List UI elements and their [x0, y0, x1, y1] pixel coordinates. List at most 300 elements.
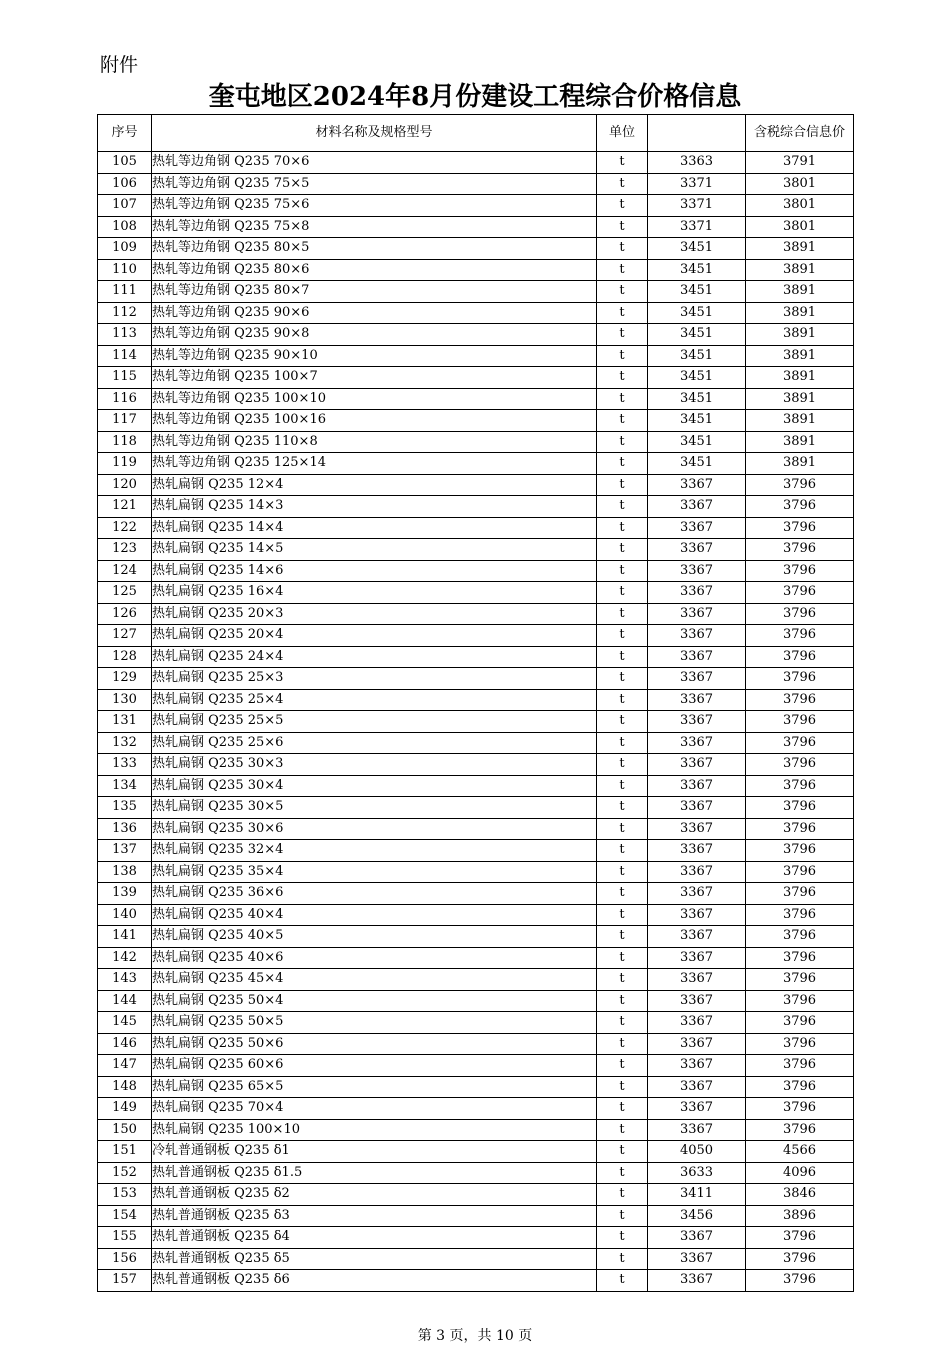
row-tax-price: 3796 — [746, 517, 854, 539]
row-unit: t — [597, 947, 648, 969]
row-no: 125 — [98, 582, 152, 604]
row-price: 3367 — [648, 582, 746, 604]
table-row — [98, 840, 854, 862]
row-tax-price: 3796 — [746, 1248, 854, 1270]
row-no: 153 — [98, 1184, 152, 1206]
table-row — [98, 818, 854, 840]
row-no: 138 — [98, 861, 152, 883]
row-tax-price: 3796 — [746, 646, 854, 668]
row-unit: t — [597, 1162, 648, 1184]
row-unit: t — [597, 646, 648, 668]
row-no: 118 — [98, 431, 152, 453]
table-row — [98, 732, 854, 754]
row-material-name: 热轧扁钢 Q235 12×4 — [152, 474, 597, 496]
row-material-name: 热轧等边角钢 Q235 75×5 — [152, 173, 597, 195]
row-price: 3456 — [648, 1205, 746, 1227]
row-material-name: 热轧扁钢 Q235 40×4 — [152, 904, 597, 926]
table-row — [98, 496, 854, 518]
row-material-name: 热轧等边角钢 Q235 100×10 — [152, 388, 597, 410]
row-tax-price: 3796 — [746, 1098, 854, 1120]
table-row — [98, 1184, 854, 1206]
row-price: 3367 — [648, 496, 746, 518]
row-tax-price: 3891 — [746, 238, 854, 260]
row-tax-price: 3796 — [746, 990, 854, 1012]
row-tax-price: 3891 — [746, 453, 854, 475]
row-unit: t — [597, 775, 648, 797]
row-no: 121 — [98, 496, 152, 518]
row-no: 109 — [98, 238, 152, 260]
row-price: 3367 — [648, 797, 746, 819]
row-price: 3451 — [648, 259, 746, 281]
row-price: 3367 — [648, 1055, 746, 1077]
row-tax-price: 3801 — [746, 195, 854, 217]
row-no: 152 — [98, 1162, 152, 1184]
row-no: 123 — [98, 539, 152, 561]
row-tax-price: 3796 — [746, 947, 854, 969]
row-tax-price: 3796 — [746, 1055, 854, 1077]
row-unit: t — [597, 1141, 648, 1163]
row-unit: t — [597, 668, 648, 690]
row-price: 3367 — [648, 1270, 746, 1292]
row-unit: t — [597, 926, 648, 948]
row-price: 3367 — [648, 539, 746, 561]
row-no: 147 — [98, 1055, 152, 1077]
row-material-name: 热轧扁钢 Q235 100×10 — [152, 1119, 597, 1141]
row-unit: t — [597, 904, 648, 926]
row-no: 117 — [98, 410, 152, 432]
row-price: 3367 — [648, 625, 746, 647]
row-unit: t — [597, 173, 648, 195]
row-no: 135 — [98, 797, 152, 819]
row-tax-price: 3796 — [746, 732, 854, 754]
row-no: 108 — [98, 216, 152, 238]
row-unit: t — [597, 797, 648, 819]
table-row — [98, 861, 854, 883]
row-tax-price: 3796 — [746, 1033, 854, 1055]
row-no: 140 — [98, 904, 152, 926]
row-unit: t — [597, 689, 648, 711]
row-price: 3367 — [648, 560, 746, 582]
row-tax-price: 3796 — [746, 689, 854, 711]
row-material-name: 热轧等边角钢 Q235 110×8 — [152, 431, 597, 453]
row-material-name: 热轧等边角钢 Q235 75×8 — [152, 216, 597, 238]
row-price: 3367 — [648, 1119, 746, 1141]
table-row — [98, 775, 854, 797]
row-no: 111 — [98, 281, 152, 303]
row-unit: t — [597, 216, 648, 238]
row-tax-price: 3891 — [746, 259, 854, 281]
row-unit: t — [597, 711, 648, 733]
row-unit: t — [597, 1205, 648, 1227]
row-material-name: 热轧扁钢 Q235 30×6 — [152, 818, 597, 840]
row-no: 141 — [98, 926, 152, 948]
row-no: 113 — [98, 324, 152, 346]
row-no: 124 — [98, 560, 152, 582]
row-no: 156 — [98, 1248, 152, 1270]
header-no: 序号 — [98, 115, 152, 152]
row-material-name: 热轧等边角钢 Q235 90×8 — [152, 324, 597, 346]
row-no: 157 — [98, 1270, 152, 1292]
row-no: 137 — [98, 840, 152, 862]
row-tax-price: 3796 — [746, 775, 854, 797]
row-price: 3367 — [648, 926, 746, 948]
row-tax-price: 3791 — [746, 152, 854, 174]
row-price: 3451 — [648, 345, 746, 367]
row-material-name: 热轧等边角钢 Q235 80×6 — [152, 259, 597, 281]
row-material-name: 热轧等边角钢 Q235 100×7 — [152, 367, 597, 389]
table-row — [98, 1227, 854, 1249]
row-tax-price: 3891 — [746, 281, 854, 303]
table-row — [98, 517, 854, 539]
row-no: 150 — [98, 1119, 152, 1141]
row-unit: t — [597, 259, 648, 281]
table-row — [98, 388, 854, 410]
row-no: 110 — [98, 259, 152, 281]
row-price: 3451 — [648, 388, 746, 410]
table-row — [98, 668, 854, 690]
row-material-name: 热轧扁钢 Q235 50×4 — [152, 990, 597, 1012]
row-material-name: 热轧扁钢 Q235 40×6 — [152, 947, 597, 969]
row-tax-price: 3896 — [746, 1205, 854, 1227]
header-tax-price: 含税综合信息价 — [746, 115, 854, 152]
row-no: 122 — [98, 517, 152, 539]
row-price: 3411 — [648, 1184, 746, 1206]
row-no: 115 — [98, 367, 152, 389]
row-unit: t — [597, 367, 648, 389]
row-tax-price: 3796 — [746, 1012, 854, 1034]
row-no: 116 — [98, 388, 152, 410]
row-unit: t — [597, 539, 648, 561]
row-material-name: 热轧扁钢 Q235 25×3 — [152, 668, 597, 690]
row-unit: t — [597, 388, 648, 410]
row-no: 131 — [98, 711, 152, 733]
row-tax-price: 3796 — [746, 861, 854, 883]
row-no: 119 — [98, 453, 152, 475]
row-tax-price: 3891 — [746, 431, 854, 453]
row-price: 3367 — [648, 775, 746, 797]
row-price: 3367 — [648, 818, 746, 840]
row-tax-price: 3796 — [746, 1227, 854, 1249]
table-row — [98, 1248, 854, 1270]
page-footer: 第 3 页，共 10 页 — [417, 1328, 533, 1344]
row-material-name: 热轧普通钢板 Q235 δ4 — [152, 1227, 597, 1249]
row-material-name: 热轧扁钢 Q235 65×5 — [152, 1076, 597, 1098]
row-tax-price: 3796 — [746, 560, 854, 582]
row-no: 139 — [98, 883, 152, 905]
table-row — [98, 625, 854, 647]
row-no: 154 — [98, 1205, 152, 1227]
table-row — [98, 1205, 854, 1227]
row-tax-price: 3801 — [746, 216, 854, 238]
row-material-name: 热轧等边角钢 Q235 125×14 — [152, 453, 597, 475]
table-row — [98, 281, 854, 303]
table-row — [98, 302, 854, 324]
row-unit: t — [597, 990, 648, 1012]
table-row — [98, 1055, 854, 1077]
row-material-name: 热轧等边角钢 Q235 90×10 — [152, 345, 597, 367]
row-price: 3451 — [648, 281, 746, 303]
row-tax-price: 3796 — [746, 883, 854, 905]
row-material-name: 热轧普通钢板 Q235 δ3 — [152, 1205, 597, 1227]
row-material-name: 热轧扁钢 Q235 20×3 — [152, 603, 597, 625]
row-material-name: 热轧扁钢 Q235 60×6 — [152, 1055, 597, 1077]
row-price: 3451 — [648, 431, 746, 453]
row-material-name: 热轧扁钢 Q235 14×4 — [152, 517, 597, 539]
row-no: 112 — [98, 302, 152, 324]
row-unit: t — [597, 625, 648, 647]
row-price: 3367 — [648, 732, 746, 754]
row-tax-price: 3796 — [746, 969, 854, 991]
row-tax-price: 3891 — [746, 302, 854, 324]
row-price: 3367 — [648, 754, 746, 776]
row-tax-price: 3891 — [746, 410, 854, 432]
row-tax-price: 4566 — [746, 1141, 854, 1163]
row-material-name: 热轧扁钢 Q235 50×5 — [152, 1012, 597, 1034]
row-price: 3367 — [648, 1076, 746, 1098]
row-tax-price: 3796 — [746, 1076, 854, 1098]
row-unit: t — [597, 238, 648, 260]
price-table — [97, 114, 854, 1292]
row-tax-price: 3846 — [746, 1184, 854, 1206]
row-price: 3367 — [648, 990, 746, 1012]
row-tax-price: 3891 — [746, 367, 854, 389]
row-tax-price: 4096 — [746, 1162, 854, 1184]
row-no: 130 — [98, 689, 152, 711]
row-unit: t — [597, 517, 648, 539]
table-row — [98, 689, 854, 711]
header-name: 材料名称及规格型号 — [152, 115, 597, 152]
row-material-name: 热轧扁钢 Q235 36×6 — [152, 883, 597, 905]
table-row — [98, 646, 854, 668]
row-unit: t — [597, 1098, 648, 1120]
row-tax-price: 3796 — [746, 539, 854, 561]
row-material-name: 热轧扁钢 Q235 20×4 — [152, 625, 597, 647]
row-price: 3367 — [648, 689, 746, 711]
row-price: 3633 — [648, 1162, 746, 1184]
table-row — [98, 904, 854, 926]
row-unit: t — [597, 1076, 648, 1098]
row-unit: t — [597, 560, 648, 582]
row-tax-price: 3796 — [746, 711, 854, 733]
table-row — [98, 238, 854, 260]
table-row — [98, 990, 854, 1012]
table-row — [98, 367, 854, 389]
table-row — [98, 754, 854, 776]
table-row — [98, 1012, 854, 1034]
row-unit: t — [597, 431, 648, 453]
row-unit: t — [597, 1227, 648, 1249]
row-unit: t — [597, 1270, 648, 1292]
table-row — [98, 410, 854, 432]
row-tax-price: 3796 — [746, 1270, 854, 1292]
row-price: 3451 — [648, 238, 746, 260]
table-header-row — [98, 115, 854, 152]
row-material-name: 热轧扁钢 Q235 14×6 — [152, 560, 597, 582]
row-unit: t — [597, 1184, 648, 1206]
row-price: 3367 — [648, 969, 746, 991]
row-no: 114 — [98, 345, 152, 367]
row-unit: t — [597, 1033, 648, 1055]
row-price: 3451 — [648, 367, 746, 389]
table-body — [98, 152, 854, 1292]
row-unit: t — [597, 818, 648, 840]
row-price: 3367 — [648, 947, 746, 969]
row-no: 127 — [98, 625, 152, 647]
row-material-name: 热轧扁钢 Q235 70×4 — [152, 1098, 597, 1120]
table-row — [98, 345, 854, 367]
row-no: 120 — [98, 474, 152, 496]
row-price: 3371 — [648, 216, 746, 238]
table-row — [98, 195, 854, 217]
row-price: 3367 — [648, 668, 746, 690]
row-no: 128 — [98, 646, 152, 668]
row-tax-price: 3796 — [746, 603, 854, 625]
row-unit: t — [597, 195, 648, 217]
table-row — [98, 173, 854, 195]
row-price: 3451 — [648, 302, 746, 324]
row-material-name: 热轧扁钢 Q235 16×4 — [152, 582, 597, 604]
row-tax-price: 3796 — [746, 754, 854, 776]
row-no: 146 — [98, 1033, 152, 1055]
header-price — [648, 115, 746, 152]
row-unit: t — [597, 861, 648, 883]
row-material-name: 热轧等边角钢 Q235 90×6 — [152, 302, 597, 324]
row-price: 3367 — [648, 1098, 746, 1120]
row-price: 3451 — [648, 324, 746, 346]
row-price: 3451 — [648, 410, 746, 432]
row-no: 126 — [98, 603, 152, 625]
row-unit: t — [597, 345, 648, 367]
row-material-name: 热轧等边角钢 Q235 100×16 — [152, 410, 597, 432]
row-no: 151 — [98, 1141, 152, 1163]
row-tax-price: 3796 — [746, 840, 854, 862]
table-row — [98, 1162, 854, 1184]
table-row — [98, 883, 854, 905]
row-material-name: 热轧扁钢 Q235 25×6 — [152, 732, 597, 754]
row-material-name: 热轧扁钢 Q235 50×6 — [152, 1033, 597, 1055]
row-price: 3371 — [648, 195, 746, 217]
row-material-name: 热轧扁钢 Q235 32×4 — [152, 840, 597, 862]
row-material-name: 热轧扁钢 Q235 40×5 — [152, 926, 597, 948]
row-price: 4050 — [648, 1141, 746, 1163]
row-price: 3367 — [648, 711, 746, 733]
row-unit: t — [597, 152, 648, 174]
row-material-name: 热轧扁钢 Q235 25×5 — [152, 711, 597, 733]
row-material-name: 热轧等边角钢 Q235 75×6 — [152, 195, 597, 217]
row-price: 3367 — [648, 1248, 746, 1270]
row-tax-price: 3796 — [746, 926, 854, 948]
row-no: 143 — [98, 969, 152, 991]
row-tax-price: 3891 — [746, 388, 854, 410]
row-tax-price: 3796 — [746, 474, 854, 496]
row-unit: t — [597, 496, 648, 518]
row-price: 3451 — [648, 453, 746, 475]
row-price: 3367 — [648, 1227, 746, 1249]
row-no: 142 — [98, 947, 152, 969]
row-price: 3367 — [648, 517, 746, 539]
row-material-name: 热轧扁钢 Q235 35×4 — [152, 861, 597, 883]
row-unit: t — [597, 732, 648, 754]
row-material-name: 热轧等边角钢 Q235 80×5 — [152, 238, 597, 260]
row-material-name: 热轧扁钢 Q235 30×3 — [152, 754, 597, 776]
table-row — [98, 324, 854, 346]
row-unit: t — [597, 582, 648, 604]
row-no: 106 — [98, 173, 152, 195]
row-material-name: 热轧普通钢板 Q235 δ2 — [152, 1184, 597, 1206]
row-material-name: 热轧扁钢 Q235 30×5 — [152, 797, 597, 819]
row-tax-price: 3796 — [746, 582, 854, 604]
row-tax-price: 3796 — [746, 904, 854, 926]
table-row — [98, 1119, 854, 1141]
row-unit: t — [597, 883, 648, 905]
row-unit: t — [597, 324, 648, 346]
row-no: 149 — [98, 1098, 152, 1120]
row-tax-price: 3796 — [746, 668, 854, 690]
row-no: 144 — [98, 990, 152, 1012]
row-no: 136 — [98, 818, 152, 840]
row-no: 134 — [98, 775, 152, 797]
table-row — [98, 152, 854, 174]
row-unit: t — [597, 281, 648, 303]
table-row — [98, 1033, 854, 1055]
table-row — [98, 797, 854, 819]
row-unit: t — [597, 969, 648, 991]
table-row — [98, 1076, 854, 1098]
row-price: 3367 — [648, 474, 746, 496]
row-material-name: 热轧等边角钢 Q235 70×6 — [152, 152, 597, 174]
table-row — [98, 539, 854, 561]
row-no: 105 — [98, 152, 152, 174]
row-unit: t — [597, 474, 648, 496]
row-no: 145 — [98, 1012, 152, 1034]
row-unit: t — [597, 754, 648, 776]
row-no: 148 — [98, 1076, 152, 1098]
header-unit: 单位 — [597, 115, 648, 152]
row-material-name: 热轧扁钢 Q235 14×3 — [152, 496, 597, 518]
row-price: 3367 — [648, 1033, 746, 1055]
table-row — [98, 431, 854, 453]
row-material-name: 热轧扁钢 Q235 14×5 — [152, 539, 597, 561]
row-price: 3371 — [648, 173, 746, 195]
row-material-name: 热轧扁钢 Q235 30×4 — [152, 775, 597, 797]
row-no: 107 — [98, 195, 152, 217]
table-row — [98, 453, 854, 475]
row-no: 129 — [98, 668, 152, 690]
table-row — [98, 1098, 854, 1120]
table-row — [98, 474, 854, 496]
row-unit: t — [597, 840, 648, 862]
row-tax-price: 3796 — [746, 818, 854, 840]
row-price: 3367 — [648, 904, 746, 926]
row-price: 3363 — [648, 152, 746, 174]
row-unit: t — [597, 1055, 648, 1077]
row-no: 132 — [98, 732, 152, 754]
table-row — [98, 969, 854, 991]
row-unit: t — [597, 453, 648, 475]
row-material-name: 热轧扁钢 Q235 25×4 — [152, 689, 597, 711]
row-tax-price: 3796 — [746, 1119, 854, 1141]
table-row — [98, 711, 854, 733]
row-no: 133 — [98, 754, 152, 776]
table-row — [98, 560, 854, 582]
row-unit: t — [597, 1248, 648, 1270]
row-unit: t — [597, 603, 648, 625]
table-row — [98, 216, 854, 238]
row-price: 3367 — [648, 883, 746, 905]
row-material-name: 热轧扁钢 Q235 45×4 — [152, 969, 597, 991]
row-tax-price: 3796 — [746, 797, 854, 819]
row-tax-price: 3796 — [746, 625, 854, 647]
